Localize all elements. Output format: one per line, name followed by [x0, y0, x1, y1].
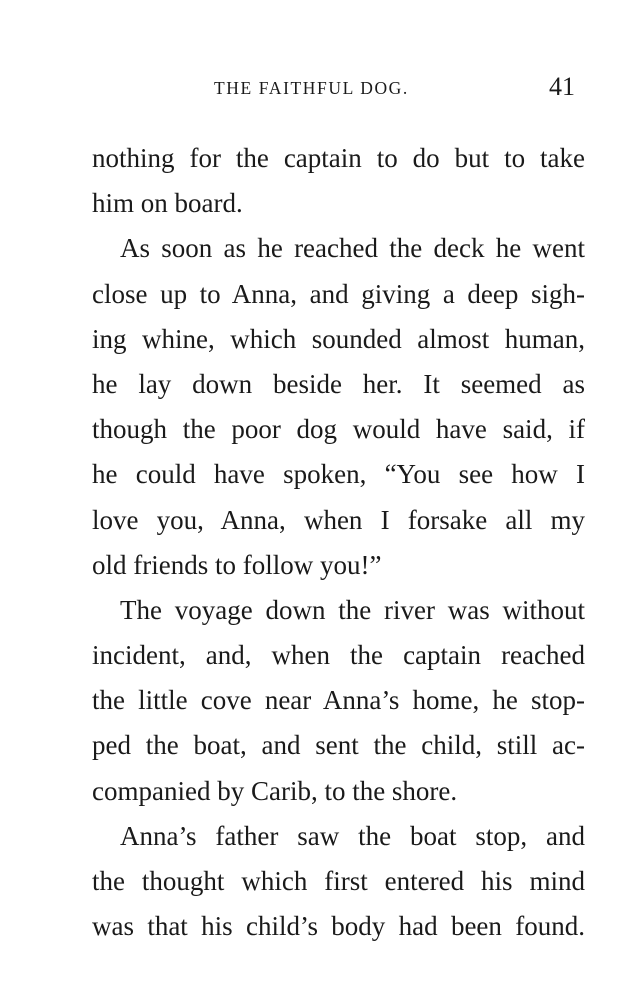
- body-text: [92, 136, 585, 949]
- text-line: As soon as he reached the deck he went: [120, 233, 585, 264]
- page-number: 41: [549, 72, 575, 101]
- text-line: the thought which first entered his mind: [92, 866, 585, 896]
- text-line: was that his child’s body had been found.: [92, 911, 585, 942]
- text-line: the little cove near Anna’s home, he stop-: [92, 685, 585, 716]
- text-line: Anna’s father saw the boat stop, and: [120, 820, 585, 851]
- text-line: he could have spoken, “You see how I: [92, 459, 585, 490]
- text-line: he lay down beside her. It seemed as: [92, 368, 585, 399]
- text-line: nothing for the captain to do but to take: [92, 143, 585, 173]
- text-line: love you, Anna, when I forsake all my: [92, 504, 585, 535]
- running-head: [0, 74, 624, 104]
- text-line: close up to Anna, and giving a deep sigh-: [92, 278, 585, 309]
- text-line: companied by Carib, to the shore.: [92, 775, 458, 806]
- text-line: ped the boat, and sent the child, still ac-: [92, 730, 585, 761]
- text-line: The voyage down the river was without: [120, 594, 585, 625]
- text-line: ing whine, which sounded almost human,: [92, 323, 585, 354]
- text-line: him on board.: [92, 188, 243, 219]
- text-line: incident, and, when the captain reached: [92, 640, 585, 671]
- text-line: old friends to follow you!”: [92, 549, 382, 580]
- text-line: though the poor dog would have said, if: [92, 414, 585, 445]
- running-title: THE FAITHFUL DOG.: [214, 78, 409, 98]
